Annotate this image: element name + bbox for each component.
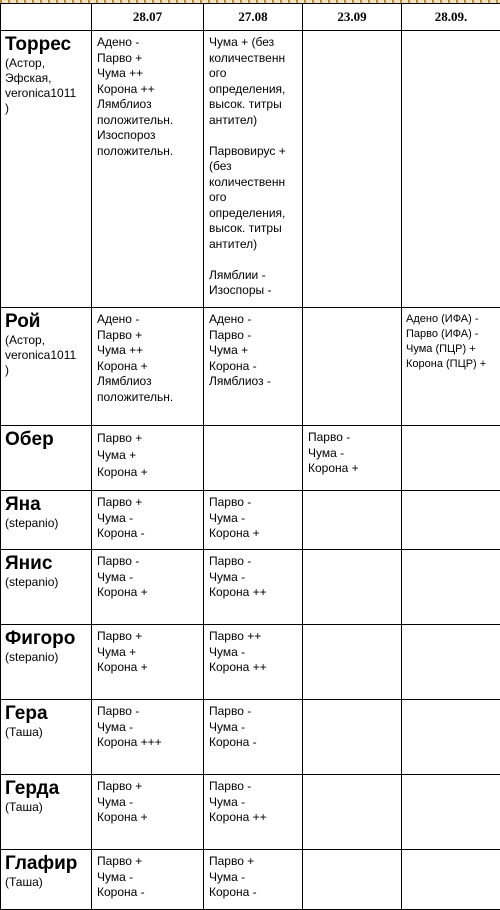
result-cell: Парво - Чума - Корона ++ (204, 550, 303, 625)
animal-cell (1, 308, 92, 426)
animal-name: Торрес (5, 34, 91, 56)
result-cell: Адено - Парво + Чума ++ Корона + Лямблиоз положительн. (92, 308, 204, 426)
result-cell (303, 850, 402, 910)
animal-name: Гера (5, 703, 91, 725)
header-date-3: 23.09 (303, 4, 402, 31)
owner-note: (Таша) (5, 800, 91, 815)
header-date-2: 27.08 (204, 4, 303, 31)
owner-note: (stepanio) (5, 516, 91, 531)
table-row (1, 625, 500, 700)
animal-name: Герда (5, 778, 91, 800)
result-cell (303, 775, 402, 850)
result-cell (204, 426, 303, 491)
animal-name: Яна (5, 494, 91, 516)
result-cell (303, 31, 402, 308)
animal-name: Фигоро (5, 628, 91, 650)
table-row (1, 426, 500, 491)
table-row (1, 491, 500, 550)
result-cell: Парво + Чума - Корона - (92, 491, 204, 550)
result-cell: Адено (ИФА) - Парво (ИФА) - Чума (ПЦР) + Корона (ПЦР) + (402, 308, 500, 426)
result-cell: Парво + Чума - Корона - (204, 850, 303, 910)
result-cell (303, 308, 402, 426)
header-row (1, 4, 500, 31)
result-cell: Парво + Чума - Корона - (92, 850, 204, 910)
result-cell: Чума + (без количественн ого определения, высок. титры антител) Парвовирус + (без количественн ого определения, высок. титры антител) Лямблии - Изоспоры - (204, 31, 303, 308)
result-cell (402, 426, 500, 491)
animal-cell (1, 775, 92, 850)
owner-note: (Таша) (5, 725, 91, 740)
animal-name: Глафир (5, 853, 91, 875)
table-row (1, 550, 500, 625)
result-cell (402, 31, 500, 308)
table-row (1, 308, 500, 426)
animal-cell (1, 31, 92, 308)
result-cell: Парво - Чума - Корона +++ (92, 700, 204, 775)
owner-note: (stepanio) (5, 650, 91, 665)
result-cell (402, 850, 500, 910)
animal-cell (1, 850, 92, 910)
result-cell (402, 775, 500, 850)
table-row (1, 850, 500, 910)
table-row (1, 775, 500, 850)
owner-note: (Астор, Эфская, veronica1011 ) (5, 56, 91, 116)
result-cell (402, 550, 500, 625)
animal-cell (1, 426, 92, 491)
result-cell (402, 491, 500, 550)
result-cell (303, 625, 402, 700)
animal-cell (1, 625, 92, 700)
animal-cell (1, 550, 92, 625)
animal-cell (1, 491, 92, 550)
result-cell: Адено - Парво + Чума ++ Корона ++ Лямблиоз положительн. Изоспороз положительн. (92, 31, 204, 308)
result-cell: Парво + Чума + Корона + (92, 426, 204, 491)
owner-note: (Астор, veronica1011 ) (5, 333, 91, 378)
result-cell (303, 550, 402, 625)
header-date-4: 28.09. (402, 4, 500, 31)
animal-name: Обер (5, 429, 91, 451)
result-cell: Парво - Чума - Корона - (204, 700, 303, 775)
animal-cell (1, 700, 92, 775)
result-cell (303, 700, 402, 775)
result-cell: Парво + Чума + Корона + (92, 625, 204, 700)
result-cell: Адено - Парво - Чума + Корона - Лямблиоз - (204, 308, 303, 426)
table-row (1, 700, 500, 775)
result-cell: Парво - Чума - Корона + (92, 550, 204, 625)
owner-note: (stepanio) (5, 575, 91, 590)
header-corner (1, 4, 92, 31)
result-cell: Парво + Чума - Корона + (92, 775, 204, 850)
result-cell (303, 491, 402, 550)
result-cell: Парво ++ Чума - Корона ++ (204, 625, 303, 700)
test-results-table (0, 3, 500, 910)
result-cell: Парво - Чума - Корона + (303, 426, 402, 491)
animal-name: Рой (5, 311, 91, 333)
header-date-1: 28.07 (92, 4, 204, 31)
table-row (1, 31, 500, 308)
result-cell: Парво - Чума - Корона ++ (204, 775, 303, 850)
result-cell (402, 700, 500, 775)
result-cell (402, 625, 500, 700)
animal-name: Янис (5, 553, 91, 575)
result-cell: Парво - Чума - Корона + (204, 491, 303, 550)
owner-note: (Таша) (5, 875, 91, 890)
